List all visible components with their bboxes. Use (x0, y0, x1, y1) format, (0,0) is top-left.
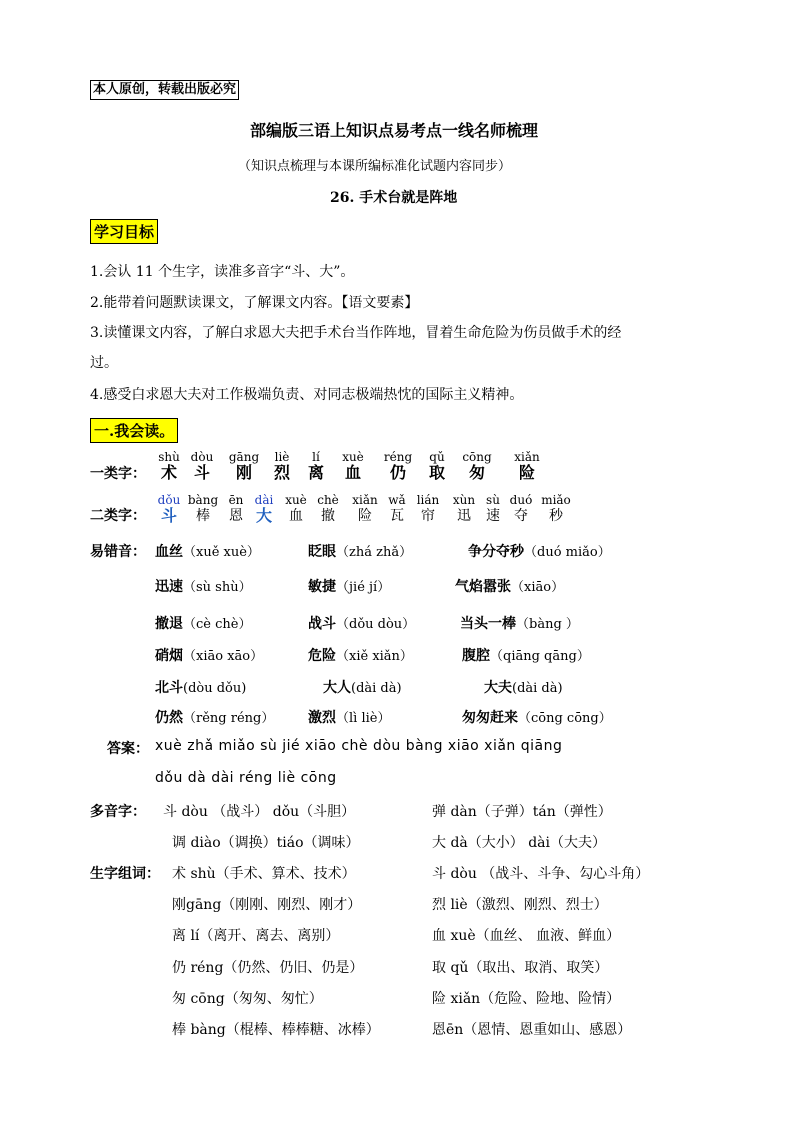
pinyin-label: dài (254, 493, 274, 507)
word-group-item: 恩ēn（恩情、恩重如山、感恩） (432, 1022, 632, 1038)
section-heading: 一.我会读。 (90, 418, 178, 443)
word-group-item: 棒 bàng（棍棒、棒棒糖、冰棒） (172, 1022, 380, 1038)
pinyin-label: liè (274, 450, 290, 464)
pinyin-label: duó (509, 493, 533, 507)
pinyin-label: ēn (228, 493, 244, 507)
error-word: 迅速 (155, 579, 183, 595)
error-pinyin-item (308, 576, 390, 596)
char-cell (308, 493, 348, 525)
pinyin-label: cōng (462, 450, 492, 464)
hanzi-label: 取 (428, 463, 445, 482)
hanzi-label: 险 (518, 463, 535, 482)
pinyin-label: xiǎn (514, 450, 540, 464)
error-pinyin-item (308, 613, 415, 633)
error-word: 大人 (323, 680, 351, 696)
char-cell (378, 450, 418, 482)
pinyin-label: miǎo (541, 493, 571, 507)
error-pinyin-item (155, 677, 246, 697)
error-word: 腹腔 (462, 648, 490, 664)
hanzi-label: 血 (344, 463, 361, 482)
pinyin-label: lí (312, 450, 320, 464)
pinyin-label: shù (158, 450, 180, 464)
hanzi-label: 恩 (229, 508, 243, 524)
hanzi-label: 帘 (421, 508, 435, 524)
error-pinyin-item (460, 613, 579, 633)
word-group-item: 斗 dòu （战斗、斗争、勾心斗角） (432, 866, 650, 882)
hanzi-label: 血 (289, 508, 303, 524)
char-cell (333, 450, 373, 482)
word-group-item: 烈 liè（激烈、刚烈、烈士） (432, 897, 608, 913)
hanzi-label: 匆 (468, 463, 485, 482)
word-group-item: 血 xuè（血丝、 血液、鲜血） (432, 928, 621, 944)
error-word: 匆匆赶来 (462, 710, 518, 726)
error-pinyin-options: （sù shù） (183, 580, 252, 595)
error-word: 当头一棒 (460, 616, 516, 632)
class2-label: 二类字： (90, 508, 146, 524)
error-word: 大夫 (484, 680, 512, 696)
char-cell (457, 450, 497, 482)
pinyin-label: xuè (285, 493, 307, 507)
goal-item: 4.感受白求恩大夫对工作极端负责、对同志极端热忱的国际主义精神。 (90, 387, 524, 403)
hanzi-label: 烈 (273, 463, 290, 482)
char-cell (536, 493, 576, 525)
error-word: 战斗 (308, 616, 336, 632)
char-cell (182, 450, 222, 482)
answer-line: xuè zhǎ miǎo sù jié xiāo chè dòu bàng xiāo xiǎn qiāng (155, 738, 563, 754)
hanzi-label: 离 (307, 463, 324, 482)
error-word: 争分夺秒 (468, 544, 524, 560)
hanzi-label: 速 (486, 508, 500, 524)
error-pinyin-options: （xiāo xāo） (183, 649, 264, 664)
error-pinyin-options: （xiě xiǎn） (336, 649, 413, 664)
char-cell (417, 450, 457, 482)
hanzi-label: 斗 (193, 463, 210, 482)
error-pinyin-item (155, 645, 263, 665)
class2-chars (0, 493, 794, 527)
error-pinyin-options: （dǒu dòu） (336, 617, 416, 632)
goal-item: 3.读懂课文内容，了解白求恩大夫把手术台当作阵地，冒着生命危险为伤员做手术的经 (90, 325, 622, 341)
hanzi-label: 险 (358, 508, 372, 524)
char-cell (507, 450, 547, 482)
polyphone-item: 调 diào（调换）tiáo（调味） (172, 835, 360, 851)
goal-item: 1.会认 11 个生字，读准多音字“斗、大”。 (90, 264, 355, 280)
error-pinyin-item (468, 541, 611, 561)
error-pinyin-options: (dài dà) (512, 681, 563, 696)
hanzi-label: 术 (160, 463, 177, 482)
hanzi-label: 刚 (235, 463, 252, 482)
pinyin-label: lián (416, 493, 440, 507)
error-word: 危险 (308, 648, 336, 664)
word-group-item: 匆 cōng（匆匆、匆忙） (172, 991, 323, 1007)
error-word: 敏捷 (308, 579, 336, 595)
error-pinyin-options: （cōng cōng） (518, 711, 612, 726)
char-cell (224, 450, 264, 482)
polyphone-item: 斗 dòu （战斗） dǒu（斗胆） (163, 804, 356, 820)
error-pinyin-item (462, 645, 590, 665)
pinyin-label: xùn (452, 493, 476, 507)
error-word: 血丝 (155, 544, 183, 560)
error-pinyin-item (323, 677, 402, 697)
hanzi-label: 仍 (389, 463, 406, 482)
pinyin-label: bàng (187, 493, 219, 507)
page-subtitle: （知识点梳理与本课所编标准化试题内容同步） (238, 159, 512, 174)
goal-item: 2.能带着问题默读课文，了解课文内容。【语文要素】 (90, 295, 419, 311)
error-pinyin-options: (dài dà) (351, 681, 402, 696)
error-pinyin-item (308, 541, 412, 561)
char-cell (296, 450, 336, 482)
polyphone-label: 多音字： (90, 804, 146, 820)
error-pinyin-item (155, 613, 251, 633)
error-pinyin-item (308, 707, 390, 727)
char-cell (408, 493, 448, 525)
hanzi-label: 斗 (160, 506, 177, 525)
answer-label: 答案： (107, 741, 149, 757)
pinyin-label: wǎ (388, 493, 406, 507)
char-cell (501, 493, 541, 525)
error-pinyin-options: （bàng ） (516, 617, 579, 632)
error-word: 仍然 (155, 710, 183, 726)
hanzi-label: 秒 (549, 508, 563, 524)
word-group-item: 术 shù（手术、算术、技术） (172, 866, 356, 882)
error-word: 撤退 (155, 616, 183, 632)
error-pinyin-item (484, 677, 563, 697)
pinyin-label: sù (486, 493, 500, 507)
error-pinyin-options: （lì liè） (336, 711, 391, 726)
error-pinyin-item (155, 707, 274, 727)
error-pinyin-item (308, 645, 413, 665)
copyright-notice: 本人原创，转载出版必究 (90, 80, 239, 100)
word-group-item: 取 qǔ（取出、取消、取笑） (432, 960, 609, 976)
error-pinyin-options: （xuě xuè） (183, 545, 260, 560)
word-group-item: 刚gāng（刚刚、刚烈、刚才） (172, 897, 362, 913)
word-groups-label: 生字组词： (90, 866, 160, 882)
word-group-item: 险 xiǎn（危险、险地、险情） (432, 991, 621, 1007)
error-word: 眨眼 (308, 544, 336, 560)
class1-chars (0, 450, 794, 484)
pinyin-label: xiǎn (352, 493, 378, 507)
answer-line: dǒu dà dài réng liè cōng (155, 770, 337, 786)
pinyin-label: gāng (228, 450, 260, 464)
error-pinyin-item (455, 576, 564, 596)
hanzi-label: 夺 (514, 508, 528, 524)
error-word: 硝烟 (155, 648, 183, 664)
error-pinyin-options: (dòu dǒu) (183, 681, 247, 696)
hanzi-label: 大 (255, 506, 272, 525)
error-pinyin-options: （zhá zhǎ） (336, 545, 413, 560)
word-group-item: 离 lí（离开、离去、离别） (172, 928, 340, 944)
class1-label: 一类字： (90, 466, 146, 482)
pinyin-label: dòu (190, 450, 214, 464)
error-pinyin-options: （jié jí） (336, 580, 391, 595)
error-pinyin-label: 易错音： (90, 544, 146, 560)
hanzi-label: 撤 (321, 508, 335, 524)
pinyin-label: qǔ (429, 450, 445, 464)
goal-item: 过。 (90, 355, 118, 371)
error-pinyin-options: （qiāng qāng） (490, 649, 590, 664)
error-word: 北斗 (155, 680, 183, 696)
polyphone-item: 弹 dàn（子弹）tán（弹性） (432, 804, 612, 820)
goals-heading: 学习目标 (90, 219, 158, 244)
pinyin-label: xuè (342, 450, 364, 464)
error-word: 激烈 (308, 710, 336, 726)
pinyin-label: dǒu (157, 493, 181, 507)
error-pinyin-item (462, 707, 612, 727)
error-pinyin-item (155, 576, 252, 596)
pinyin-label: chè (317, 493, 339, 507)
error-pinyin-options: （duó miǎo） (524, 545, 611, 560)
error-pinyin-options: （cè chè） (183, 617, 252, 632)
hanzi-label: 迅 (457, 508, 471, 524)
hanzi-label: 棒 (196, 508, 210, 524)
hanzi-label: 瓦 (390, 508, 404, 524)
error-word: 气焰嚣张 (455, 579, 511, 595)
pinyin-label: réng (383, 450, 413, 464)
lesson-title: 26. 手术台就是阵地 (330, 190, 458, 206)
polyphone-item: 大 dà（大小） dài（大夫） (432, 835, 606, 851)
error-pinyin-options: （rěng réng） (183, 711, 275, 726)
error-pinyin-item (155, 541, 260, 561)
page-title: 部编版三语上知识点易考点一线名师梳理 (250, 121, 539, 140)
word-group-item: 仍 réng（仍然、仍旧、仍是） (172, 960, 364, 976)
error-pinyin-options: （xiāo） (511, 580, 565, 595)
